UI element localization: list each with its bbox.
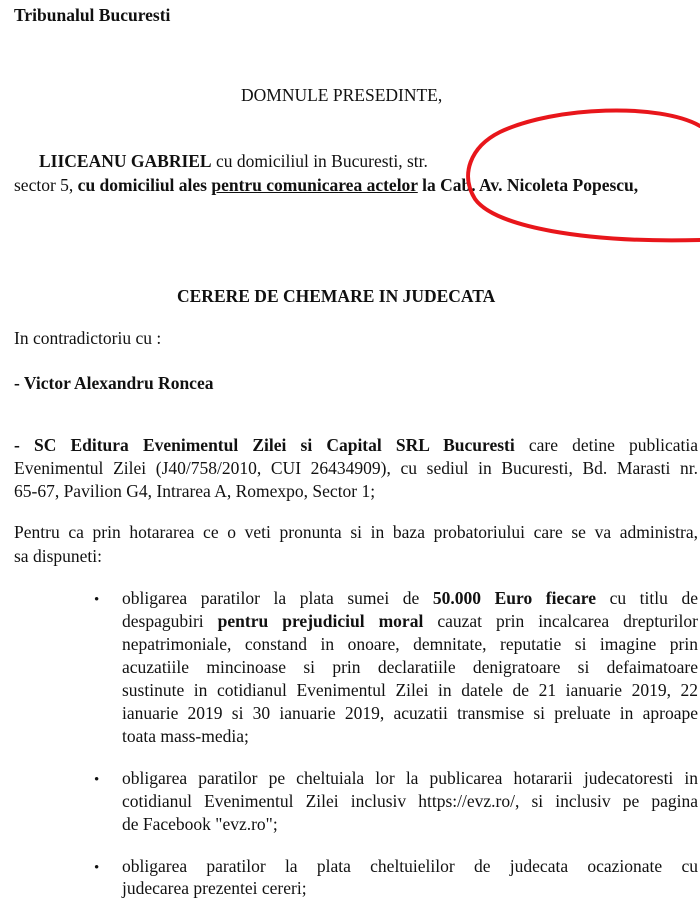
item-3-line-2: judecarea prezentei cereri;: [122, 878, 307, 898]
item-1-text-c: cu titlu de: [595, 588, 698, 608]
item-1-text-e: cauzat prin incalcarea drepturilor: [423, 611, 698, 631]
salutation: DOMNULE PRESEDINTE,: [241, 85, 443, 105]
item-2-line-3: de Facebook "evz.ro";: [122, 814, 278, 834]
item-1-line-2: [122, 610, 698, 632]
item-1-line-5: sustinute in cotidianul Evenimentul Zilei in datele de 21 ianuarie 2019, 22: [122, 680, 698, 700]
contradictory-label: In contradictoriu cu :: [14, 328, 162, 348]
communication-purpose: pentru comunicarea actelor: [211, 175, 418, 195]
item-1-line-6: ianuarie 2019 si 30 ianuarie 2019, acuzatii transmise si preluate in aproape: [122, 703, 698, 723]
bullet-3: •: [94, 860, 100, 876]
bullet-1: •: [94, 592, 100, 608]
red-circle-stroke: [468, 110, 700, 240]
item-1-line-4: acuzatiile mincinoase si prin declaratiile denigratoare si defaimatoare: [122, 657, 698, 677]
item-1-line-1: [122, 587, 698, 609]
item-3-line-1: obligarea paratilor la plata cheltuielilor de judecata ocazionate cu: [122, 856, 698, 876]
claimant-name: LIICEANU GABRIEL: [39, 151, 212, 171]
item-2-line-2: cotidianul Evenimentul Zilei inclusiv https://evz.ro/, si inclusiv pe pagina: [122, 791, 698, 811]
request-line-1: Pentru ca prin hotararea ce o veti pronunta si in baza probatoriului care se va administra,: [14, 522, 698, 542]
defendant-2-publication: care detine publicatia: [514, 435, 699, 455]
defendant-2-line-2: Evenimentul Zilei (J40/758/2010, CUI 26434909), cu sediul in Bucuresti, Bd. Marasti nr.: [14, 458, 698, 478]
request-line-2: sa dispuneti:: [14, 546, 102, 566]
moral-prejudice: pentru prejudiciul moral: [217, 611, 424, 631]
at-word: la: [417, 175, 441, 195]
defendant-2-line-3: 65-67, Pavilion G4, Intrarea A, Romexpo, Sector 1;: [14, 481, 376, 501]
item-1-text-d: despagubiri: [122, 611, 218, 631]
defendant-2-line-1: [14, 434, 698, 456]
lawyer-office: Cab. Av. Nicoleta Popescu,: [440, 175, 639, 195]
amount: 50.000 Euro fiecare: [432, 588, 596, 608]
bullet-2: •: [94, 772, 100, 788]
document-title: CERERE DE CHEMARE IN JUDECATA: [177, 286, 496, 306]
defendant-1: - Victor Alexandru Roncea: [14, 373, 214, 393]
defendant-2-name: - SC Editura Evenimentul Zilei si Capital SRL Bucuresti: [14, 435, 515, 455]
item-2-line-1: obligarea paratilor pe cheltuiala lor la publicarea hotararii judecatoresti in: [122, 768, 698, 788]
claimant-sector: sector 5,: [14, 175, 78, 195]
claimant-address: cu domiciliul in Bucuresti, str.: [211, 151, 428, 171]
court-name: Tribunalul Bucuresti: [14, 5, 171, 25]
item-1-line-7: toata mass-media;: [122, 726, 249, 746]
item-1-text-a: obligarea paratilor la plata sumei de: [122, 588, 433, 608]
chosen-domicile-label: cu domiciliul ales: [77, 175, 212, 195]
item-1-line-3: nepatrimoniale, constand in onoare, demnitate, reputatie si imagine prin: [122, 634, 698, 654]
